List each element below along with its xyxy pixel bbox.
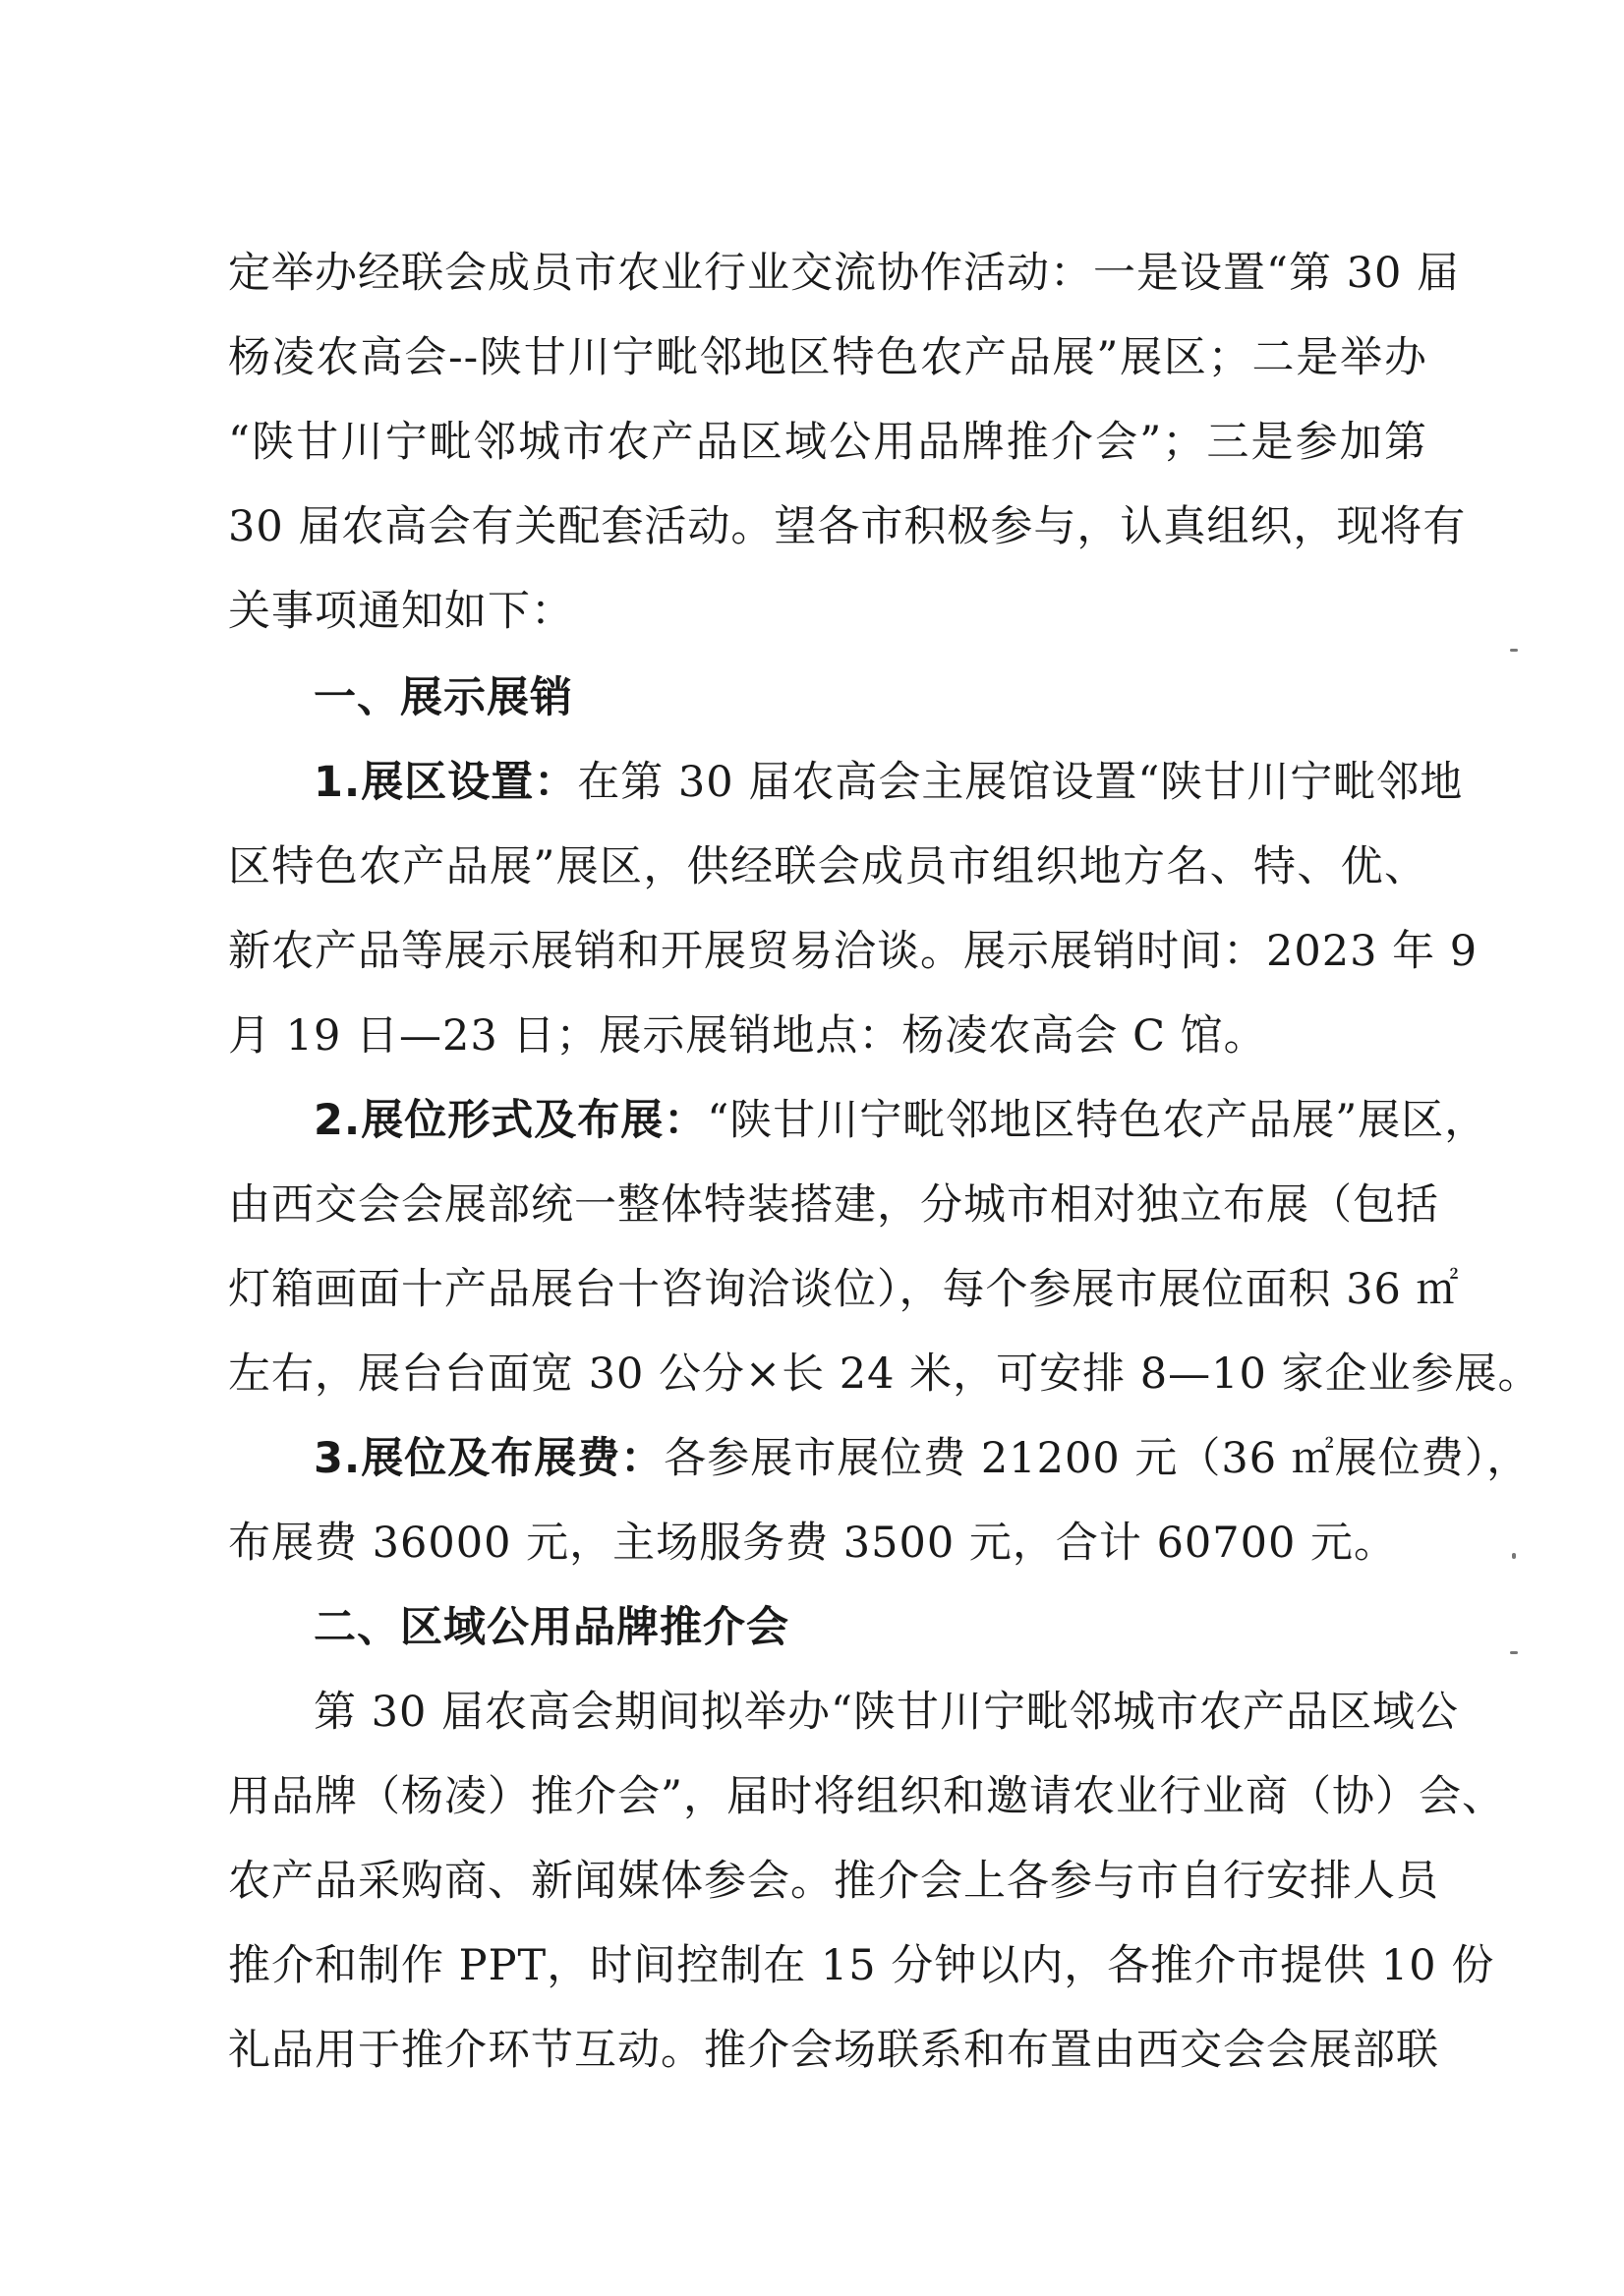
item3-line-2: 布展费 36000 元，主场服务费 3500 元，合计 60700 元。 [228,1519,1398,1568]
item1-line-4: 月 19 日—23 日；展示展销地点：杨凌农高会 C 馆。 [228,1011,1267,1061]
intro-line-4: 30 届农高会有关配套活动。望各市积极参与，认真组织，现将有 [228,502,1467,551]
item1-first-line [314,755,1464,810]
item1-text-1: 在第 30 届农高会主展馆设置“陕甘川宁毗邻地 [577,758,1464,807]
item1-line-3: 新农产品等展示展销和开展贸易洽谈。展示展销时间：2023 年 9 [228,927,1479,976]
item3-label: 3.展位及布展费： [314,1434,665,1483]
item2-line-4: 左右，展台台面宽 30 公分×长 24 米，可安排 8—10 家企业参展。 [228,1349,1541,1399]
section2-line-4: 推介和制作 PPT，时间控制在 15 分钟以内，各推介市提供 10 份 [228,1941,1495,1990]
item2-first-line [314,1093,1488,1148]
item2-label: 2.展位形式及布展： [314,1096,708,1145]
intro-line-5: 关事项通知如下： [228,587,574,636]
item2-line-2: 由西交会会展部统一整体特装搭建，分城市相对独立布展（包括 [228,1180,1439,1230]
section2-line-5: 礼品用于推介环节互动。推介会场联系和布置由西交会会展部联 [228,2026,1439,2075]
section2-line-3: 农产品采购商、新闻媒体参会。推介会上各参与市自行安排人员 [228,1857,1439,1906]
item1-label: 1.展区设置： [314,758,578,807]
item3-text-1: 各参展市展位费 21200 元（36 ㎡展位费）， [664,1434,1531,1483]
intro-line-2: 杨凌农高会--陕甘川宁毗邻地区特色农产品展”展区；二是举办 [228,333,1427,382]
item2-line-3: 灯箱画面十产品展台十咨询洽谈位），每个参展市展位面积 36 ㎡ [228,1265,1460,1314]
item3-first-line [314,1431,1531,1486]
item2-text-1: “陕甘川宁毗邻地区特色农产品展”展区， [707,1096,1488,1145]
scan-speck [1512,1553,1516,1559]
section2-line-1: 第 30 届农高会期间拟举办“陕甘川宁毗邻城市农产品区域公 [314,1688,1460,1737]
intro-line-1: 定举办经联会成员市农业行业交流协作活动：一是设置“第 30 届 [228,249,1461,298]
intro-line-3: “陕甘川宁毗邻城市农产品区域公用品牌推介会”；三是参加第 [228,418,1427,467]
scan-speck [1510,1651,1518,1654]
section-heading-exhibition: 一、展示展销 [314,673,573,722]
scan-speck [1510,649,1518,652]
section2-line-2: 用品牌（杨凌）推介会”，届时将组织和邀请农业行业商（协）会、 [228,1772,1505,1821]
section-heading-brand-promotion: 二、区域公用品牌推介会 [314,1603,789,1652]
item1-line-2: 区特色农产品展”展区，供经联会成员市组织地方名、特、优、 [228,842,1427,891]
